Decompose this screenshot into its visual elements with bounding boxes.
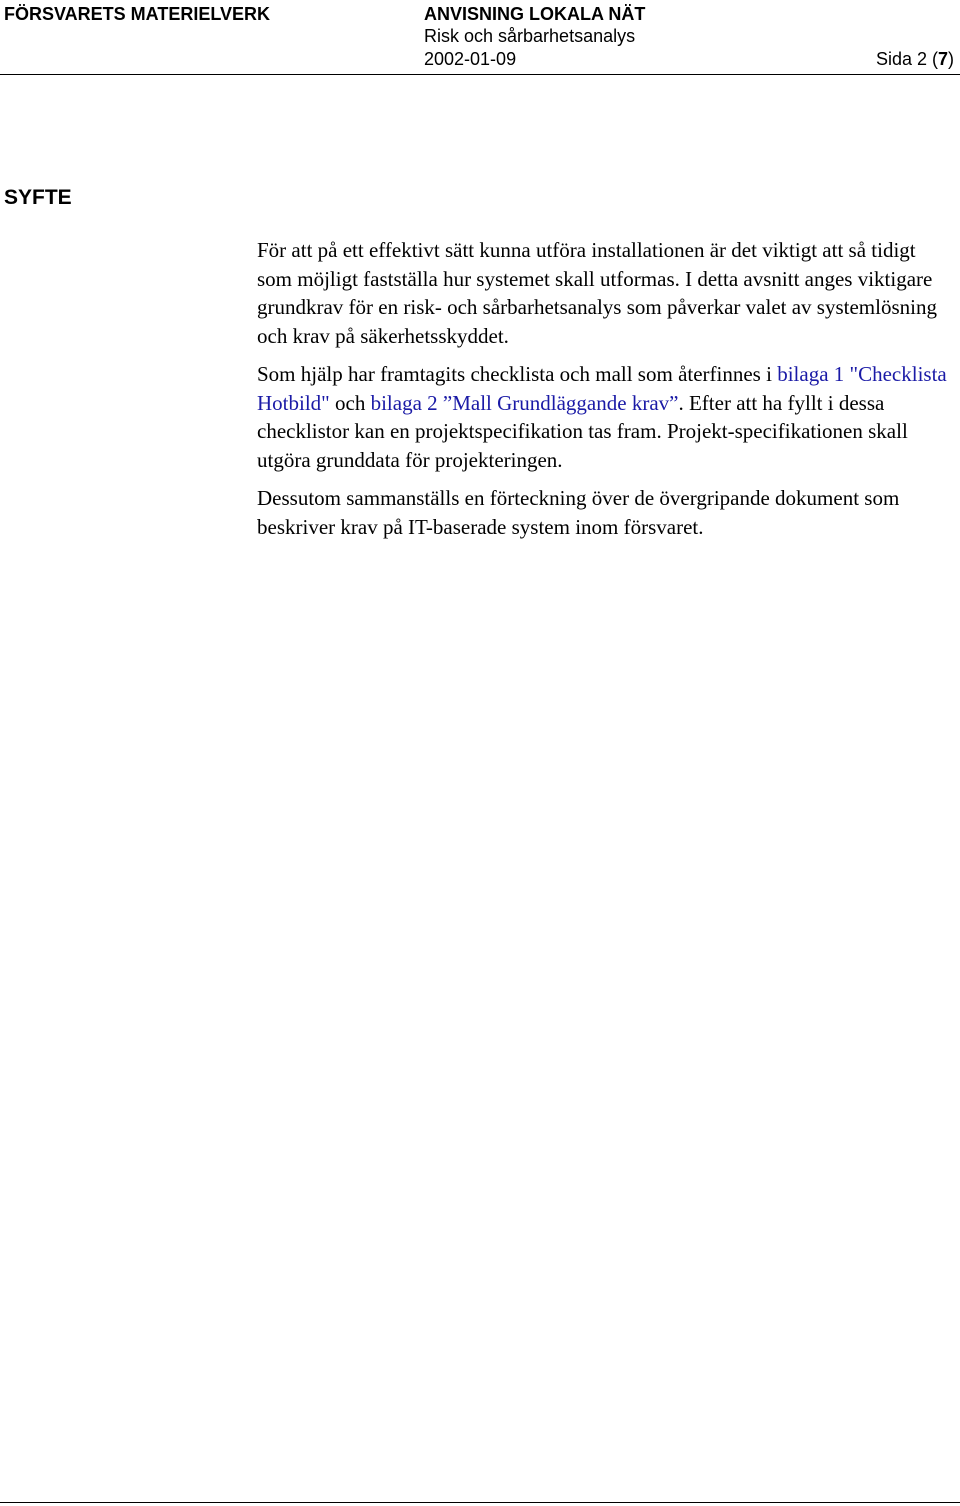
paragraph-checklist-text-1: Som hjälp har framtagits checklista och mall som återfinnes i <box>257 362 778 386</box>
paragraph-purpose: För att på ett effektivt sätt kunna utföra installationen är det viktigt att så tidigt som möjligt fastställa hur systemet skall utformas. I detta avsnitt anges viktigare grundkrav för en risk- och sårbarhetsanalys som påverkar valet av systemlösning och krav på säkerhetsskyddet. <box>257 238 937 348</box>
section-body <box>257 236 947 551</box>
paragraph-checklist-text-3: . Efter att ha fyllt i dessa checklistor kan en projektspecifikation tas fram. Projekt-specifikationen skall utgöra grunddata för projekteringen. <box>257 390 908 472</box>
page-number-suffix: ) <box>948 49 954 69</box>
document-date: 2002-01-09 <box>424 49 517 69</box>
paragraph-checklist <box>257 360 947 474</box>
page-total: 7 <box>937 49 948 69</box>
page-header <box>0 0 960 75</box>
paragraph-documents: Dessutom sammanställs en förteckning över de övergripande dokument som beskriver krav på IT-baserade system inom försvaret. <box>257 486 900 539</box>
document-subtitle: Risk och sårbarhetsanalys <box>424 26 636 46</box>
paragraph-checklist-text-2: och <box>329 390 371 415</box>
page-number-prefix: Sida 2 ( <box>875 49 938 69</box>
footer-divider <box>0 1502 960 1503</box>
page-number <box>876 48 954 70</box>
document-title: ANVISNING LOKALA NÄT <box>424 4 646 24</box>
link-bilaga-2[interactable]: bilaga 2 ”Mall Grundläggande krav” <box>370 390 679 415</box>
organization-name: FÖRSVARETS MATERIELVERK <box>4 4 271 24</box>
link-bilaga-1[interactable]: bilaga 1 "Checklista Hotbild" <box>257 362 947 415</box>
section-heading: SYFTE <box>4 186 72 209</box>
